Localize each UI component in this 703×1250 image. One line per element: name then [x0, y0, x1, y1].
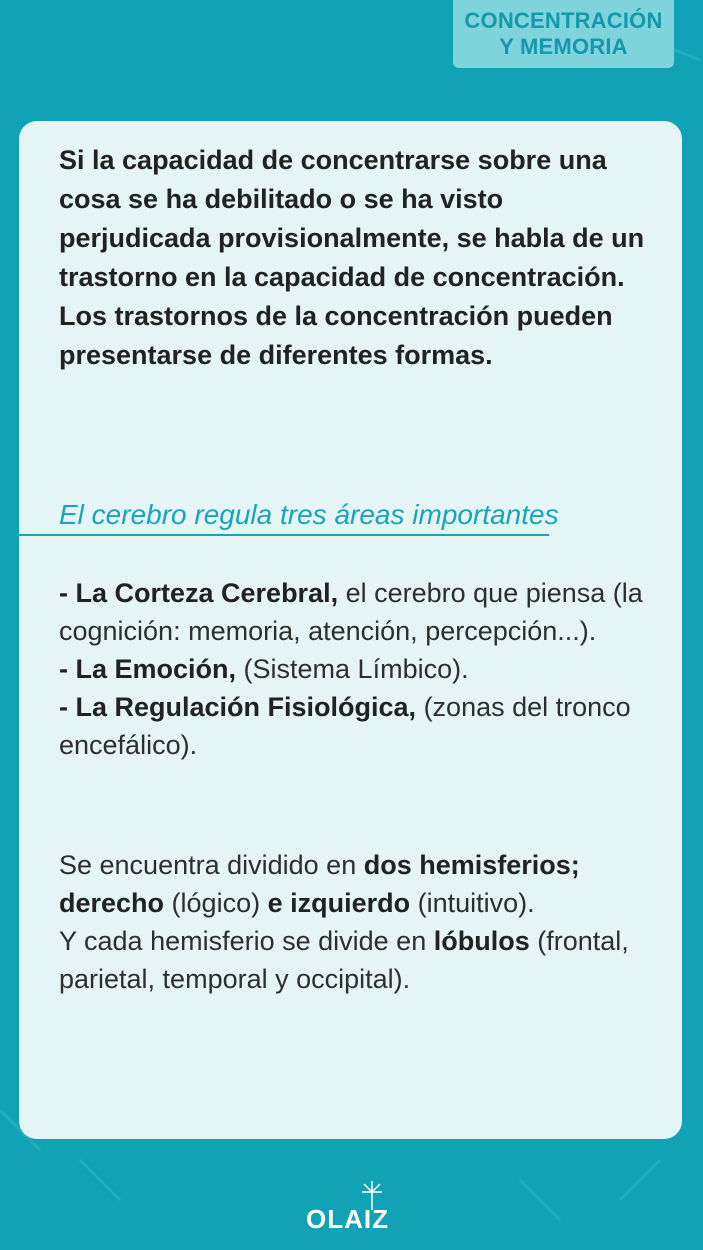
lobes-line	[59, 922, 669, 998]
lobes-text: Y cada hemisferio se divide en	[59, 926, 434, 956]
area-item-text: (zonas del tronco encefálico).	[59, 692, 631, 760]
hemispheres-left: e izquierdo	[267, 888, 411, 918]
area-item-title: - La Regulación Fisiológica,	[59, 692, 417, 722]
category-badge-line2: Y MEMORIA	[499, 34, 628, 59]
areas-list	[59, 574, 669, 764]
area-item	[59, 574, 669, 650]
category-badge	[453, 0, 674, 68]
hemispheres-text: (lógico)	[164, 888, 268, 918]
olaiz-logo	[300, 1180, 410, 1234]
section-subheading: El cerebro regula tres áreas importantes	[59, 499, 559, 530]
area-item	[59, 688, 669, 764]
lobes-bold: lóbulos	[433, 926, 530, 956]
logo-text: OLAIZ	[306, 1204, 389, 1234]
hemispheres-paragraph	[59, 846, 669, 998]
subheading-underline	[19, 534, 549, 536]
intro-paragraph: Si la capacidad de concentrarse sobre una cosa se ha debilitado o se ha visto perjudicada provisionalmente, se habla de un trastorno en la capacidad de concentración. Los trastornos de la concentración pueden presentarse de diferentes formas.	[59, 145, 645, 370]
hemispheres-line	[59, 846, 669, 922]
area-item-text: (Sistema Límbico).	[236, 654, 469, 684]
area-item	[59, 650, 669, 688]
content-card	[19, 121, 682, 1139]
area-item-title: - La Corteza Cerebral,	[59, 578, 339, 608]
hemispheres-text: (intuitivo).	[410, 888, 535, 918]
category-badge-line1: CONCENTRACIÓN	[464, 8, 663, 33]
lobes-list: (frontal, parietal, temporal y occipital).	[59, 926, 629, 994]
hemispheres-bold: dos hemisferios;	[363, 850, 580, 880]
hemispheres-right: derecho	[59, 888, 165, 918]
hemispheres-text: Se encuentra dividido en	[59, 850, 364, 880]
area-item-text: el cerebro que piensa (la cognición: memoria, atención, percepción...).	[59, 578, 643, 646]
area-item-title: - La Emoción,	[59, 654, 237, 684]
